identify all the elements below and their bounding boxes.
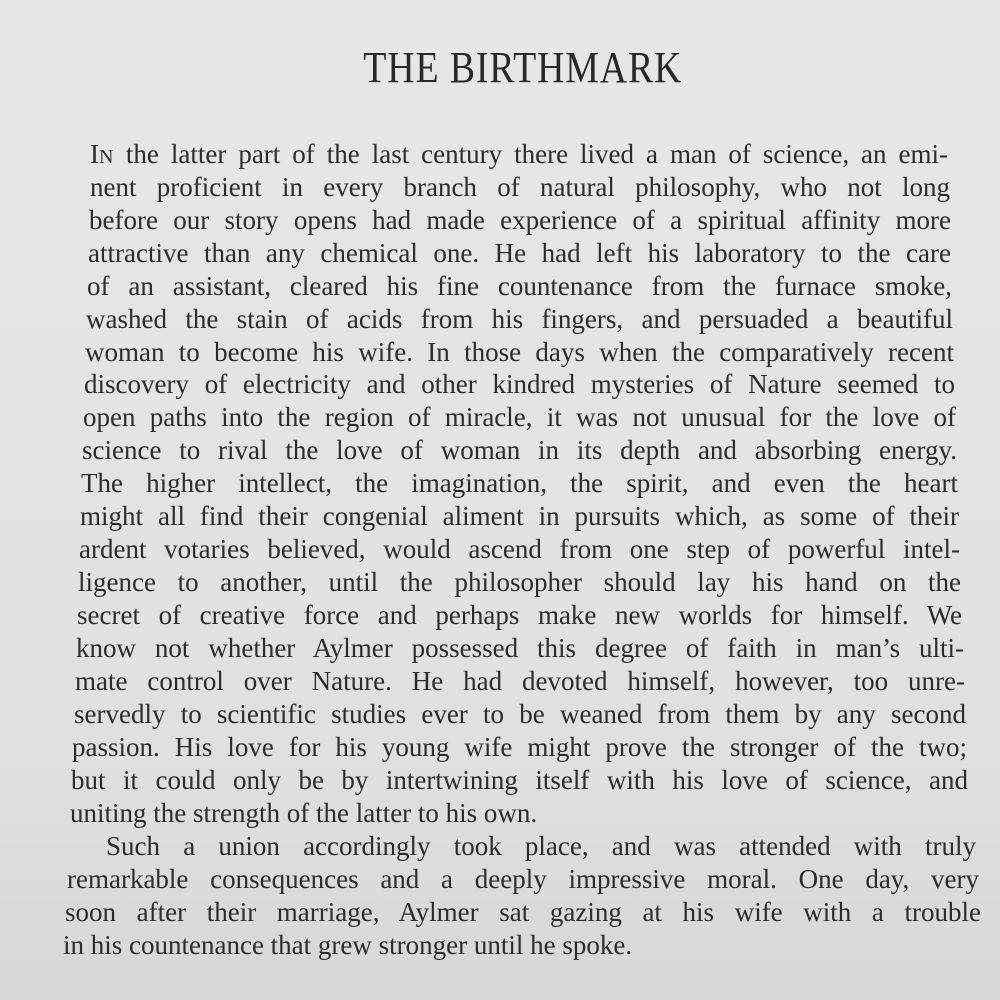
opening-initial: I bbox=[90, 139, 99, 169]
text-line: of an assistant, cleared his fine countenance from the furnace smoke, bbox=[87, 271, 952, 301]
text-line: ligence to another, until the philosopher should lay his hand on the bbox=[78, 567, 961, 597]
text-line: soon after their marriage, Aylmer sat gazing at his wife with a trouble bbox=[65, 897, 981, 927]
text-line: might all find their congenial aliment in pursuits which, as some of their bbox=[80, 501, 959, 531]
page-bottom-shadow bbox=[0, 984, 1000, 1000]
line-text: the latter part of the last century there lived a man of science, an emi- bbox=[113, 139, 948, 169]
text-line: open paths into the region of miracle, it was not unusual for the love of bbox=[83, 402, 956, 432]
text-line: before our story opens had made experience of a spiritual affinity more bbox=[89, 205, 951, 235]
text-line bbox=[90, 138, 948, 173]
chapter-title: THE BIRTHMARK bbox=[363, 43, 683, 92]
text-line: The higher intellect, the imagination, the spirit, and even the heart bbox=[81, 468, 958, 498]
text-line: passion. His love for his young wife might prove the stronger of the two; bbox=[72, 732, 967, 762]
text-line: know not whether Aylmer possessed this degree of faith in man’s ulti- bbox=[76, 633, 964, 663]
text-line: washed the stain of acids from his fingers, and persuaded a beautiful bbox=[86, 304, 953, 334]
text-line: mate control over Nature. He had devoted himself, however, too unre- bbox=[75, 666, 965, 696]
text-line: attractive than any chemical one. He had left his laboratory to the care bbox=[88, 238, 951, 268]
text-line: discovery of electricity and other kindred mysteries of Nature seemed to bbox=[84, 369, 955, 399]
text-line: woman to become his wife. In those days when the comparatively recent bbox=[85, 337, 954, 367]
text-line: Such a union accordingly took place, and was attended with truly bbox=[106, 831, 976, 861]
text-line: but it could only be by intertwining itself with his love of science, and bbox=[71, 765, 968, 795]
text-line: servedly to scientific studies ever to be weaned from them by any second bbox=[74, 699, 966, 729]
text-line: science to rival the love of woman in its depth and absorbing energy. bbox=[82, 435, 957, 465]
text-line: remarkable consequences and a deeply impressive moral. One day, very bbox=[67, 864, 979, 894]
text-line: secret of creative force and perhaps make new worlds for himself. We bbox=[77, 600, 962, 630]
text-line: uniting the strength of the latter to his own. bbox=[70, 798, 538, 828]
text-line: ardent votaries believed, would ascend from one step of powerful intel- bbox=[79, 534, 960, 564]
text-line: in his countenance that grew stronger until he spoke. bbox=[63, 930, 633, 960]
text-line: nent proficient in every branch of natural philosophy, who not long bbox=[90, 172, 950, 202]
opening-smallcap: N bbox=[99, 146, 114, 168]
